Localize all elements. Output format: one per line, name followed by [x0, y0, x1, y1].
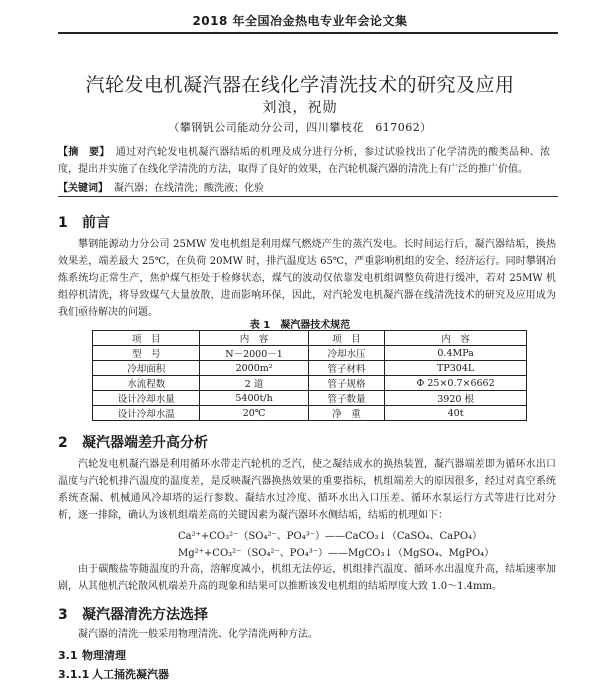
table-header-cell: 项 目 [93, 331, 200, 346]
paper-title: 汽轮发电机凝汽器在线化学清洗技术的研究及应用 [85, 74, 515, 96]
table-cell: 5400t/h [200, 391, 308, 406]
section-3-heading [58, 604, 208, 624]
section-1-paragraph: 攀钢能源动力分公司 25MW 发电机组是利用煤气燃烧产生的蒸汽发电。长时间运行后，凝汽器结垢，换热效果差，端差最大 25℃，在负荷 20MW 时，排汽温度达 65℃，严重影响机组的安全、经济运行。同时攀钢冶炼系统均正常生产，焦炉煤气柜处于检修状态，煤气的波动仅依靠发电机组调整负荷进行缓冲，若对 25MW 机组停机清洗，将导致煤气大量放散，进而影响环保，因此，对汽轮发电机凝汽器在线清洗技术的研究及应用成为我们亟待解决的问题。 [58, 239, 556, 318]
table-row [93, 376, 527, 391]
table-cell: 水流程数 [93, 376, 200, 391]
section-2-title: 凝汽器端差升高分析 [82, 435, 208, 451]
subsection-3-1-1-number: 3.1.1 [58, 668, 90, 681]
table-cell: 3920 根 [385, 391, 527, 406]
table-1-caption: 表 1 凝汽器技术规范 [249, 320, 351, 331]
section-3-paragraph: 凝汽器的清洗一般采用物理清洗、化学清洗两种方法。 [78, 629, 318, 640]
spec-table [92, 330, 527, 421]
table-header-cell: 项 目 [308, 331, 385, 346]
table-header-cell: 内 容 [385, 331, 527, 346]
table-cell: 净 重 [308, 406, 385, 421]
table-cell: 管子数量 [308, 391, 385, 406]
table-cell: 0.4MPa [385, 346, 527, 361]
reaction-formula-calcium: Ca²⁺+CO₃²⁻（SO₄²⁻、PO₄³⁻）——CaCO₃↓（CaSO₄、CaPO₄） [178, 531, 483, 542]
abstract-label: 【摘 要】 [58, 147, 110, 158]
table-cell: 管子规格 [308, 376, 385, 391]
table-cell: Φ 25×0.7×6662 [385, 376, 527, 391]
table-cell: 设计冷却水量 [93, 391, 200, 406]
table-row [93, 406, 527, 421]
subsection-3-1-1-title: 人工捅洗凝汽器 [92, 668, 169, 681]
subsection-3-1-heading [58, 647, 126, 663]
header-rule [58, 32, 558, 34]
table-cell: 冷却水压 [308, 346, 385, 361]
keywords-text: 凝汽器；在线清洗；酸洗液；化验 [114, 183, 264, 194]
section-1-heading [58, 212, 110, 232]
abstract [58, 144, 550, 178]
table-cell: N－2000－1 [200, 346, 308, 361]
table-cell: 冷却面积 [93, 361, 200, 376]
subsection-3-1-title: 物理清理 [82, 649, 126, 662]
table-cell: 2 道 [200, 376, 308, 391]
running-header: 2018 年全国冶金热电专业年会论文集 [192, 14, 408, 28]
section-2-paragraph: 汽轮发电机凝汽器是利用循环水带走汽轮机的乏汽，使之凝结成水的换热装置，凝汽器端差即为循环水出口温度与汽轮机排汽温度的温度差，是反映凝汽器换热效果的重要指标，机组端差大的原因很多，经过对真空系统系统查漏、机械通风冷却塔的运行参数、凝结水过冷度、循环水出入口压差、循环水泵运行方式等进行比对分析，逐一排除，确认为该机组端差高的关键因素为凝汽器环水侧结垢，结垢的机理如下： [58, 459, 556, 521]
section-2-heading [58, 432, 208, 452]
table-header-cell: 内 容 [200, 331, 308, 346]
table-cell: 管子材料 [308, 361, 385, 376]
subsection-3-1-number: 3.1 [58, 649, 78, 662]
section-3-number: 3 [58, 607, 68, 623]
section-2-number: 2 [58, 435, 68, 451]
table-cell: TP304L [385, 361, 527, 376]
table-row [93, 346, 527, 361]
table-cell: 40t [385, 406, 527, 421]
table-cell: 型 号 [93, 346, 200, 361]
table-row [93, 361, 527, 376]
table-header-row [93, 331, 527, 346]
section-1-number: 1 [58, 215, 68, 231]
reaction-formula-magnesium: Mg²⁺+CO₃²⁻（SO₄²⁻、PO₄³⁻）——MgCO₃↓（MgSO₄、MgPO₄） [178, 548, 495, 559]
table-cell: 设计冷却水温 [93, 406, 200, 421]
section-3-title: 凝汽器清洗方法选择 [82, 607, 208, 623]
abstract-text: 通过对汽轮发电机凝汽器结垢的机理及成分进行分析，参过试验找出了化学清洗的酸类品种、浓度，提出并实施了在线化学清洗的方法，取得了良好的效果，在汽轮机凝汽器的清洗上有广泛的推广价值。 [58, 147, 551, 175]
abstract-divider [58, 196, 558, 197]
section-2-paragraph-2: 由于碳酸盐等随温度的升高，溶解度减小，机组无法停运，机组排汽温度、循环水出温度升高，结垢速率加剧，从其他机汽轮散风机端差升高的现象和结果可以推断该发电机组的结垢厚度大致 1.0～1.4mm。 [58, 564, 556, 592]
affiliation: （攀钢钒公司能动分公司，四川攀枝花 617062） [168, 121, 432, 134]
subsection-3-1-1-heading [58, 666, 169, 682]
table-row [93, 391, 527, 406]
table-cell: 20℃ [200, 406, 308, 421]
section-1-title: 前言 [82, 215, 110, 231]
table-cell: 2000m² [200, 361, 308, 376]
authors: 刘浪，祝勋 [262, 100, 338, 116]
keywords [58, 179, 550, 194]
keywords-label: 【关键词】 [58, 183, 108, 194]
